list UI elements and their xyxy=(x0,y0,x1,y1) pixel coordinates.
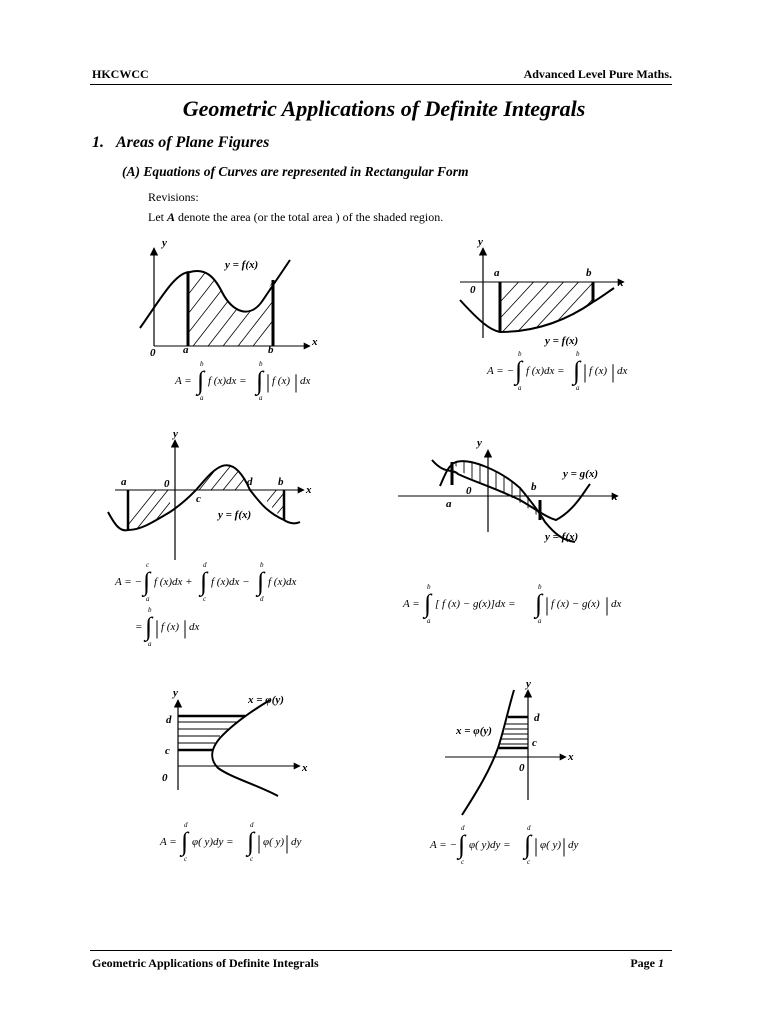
svg-text:f (x): f (x) xyxy=(589,365,608,377)
svg-text:|: | xyxy=(534,835,539,857)
fig5-c: c xyxy=(165,745,170,757)
svg-text:φ( y): φ( y) xyxy=(540,839,562,851)
svg-text:b: b xyxy=(427,583,431,591)
svg-text:A = −: A = − xyxy=(115,576,142,588)
fig4-curve-g: y = g(x) xyxy=(563,468,598,480)
svg-text:|: | xyxy=(583,361,588,383)
svg-text:∫: ∫ xyxy=(515,356,523,385)
svg-text:[ f (x) − g(x)]dx =: [ f (x) − g(x)]dx = xyxy=(435,598,516,610)
figure-5 xyxy=(159,687,308,863)
svg-text:d: d xyxy=(260,595,264,603)
fig1-curve-label: y = f(x) xyxy=(225,259,259,271)
svg-text:dx: dx xyxy=(617,365,628,377)
fig4-origin: 0 xyxy=(466,485,472,497)
svg-text:b: b xyxy=(260,561,264,569)
fig5-origin: 0 xyxy=(162,772,168,784)
fig2-x-label: x xyxy=(618,277,624,289)
fig3-curve-label: y = f(x) xyxy=(218,509,252,521)
fig5-d: d xyxy=(166,714,172,726)
svg-text:c: c xyxy=(527,858,531,866)
figure-4 xyxy=(398,437,622,625)
svg-text:φ( y)dy =: φ( y)dy = xyxy=(469,839,511,851)
svg-text:c: c xyxy=(461,858,465,866)
fig2-formula xyxy=(486,350,628,392)
svg-text:∫: ∫ xyxy=(535,589,543,618)
fig4-b: b xyxy=(531,481,537,493)
fig1-origin: 0 xyxy=(150,347,156,359)
svg-text:d: d xyxy=(250,821,254,829)
footer-rule xyxy=(90,950,672,951)
svg-text:∫: ∫ xyxy=(256,366,264,395)
svg-text:f (x)dx: f (x)dx xyxy=(268,576,297,588)
svg-text:b: b xyxy=(518,350,522,358)
figure-6 xyxy=(429,678,579,866)
svg-text:a: a xyxy=(148,640,152,648)
fig6-origin: 0 xyxy=(519,762,525,774)
svg-text:f (x)dx −: f (x)dx − xyxy=(211,576,250,588)
svg-text:A =: A = xyxy=(403,598,420,610)
fig2-a: a xyxy=(494,267,500,279)
fig3-b: b xyxy=(278,476,284,488)
svg-text:d: d xyxy=(203,561,207,569)
svg-text:∫: ∫ xyxy=(247,827,255,856)
svg-text:dx: dx xyxy=(189,621,200,633)
fig1-x-label: x xyxy=(312,336,318,348)
svg-text:d: d xyxy=(527,824,531,832)
svg-text:|: | xyxy=(611,361,616,383)
fig2-origin: 0 xyxy=(470,284,476,296)
fig3-a: a xyxy=(121,476,127,488)
subsection-title: Equations of Curves are represented in Rectangular Form xyxy=(143,164,469,179)
fig2-curve-label: y = f(x) xyxy=(545,335,579,347)
fig6-d: d xyxy=(534,712,540,724)
svg-text:|: | xyxy=(155,617,160,639)
section-title: Areas of Plane Figures xyxy=(116,134,270,151)
svg-text:b: b xyxy=(200,360,204,368)
svg-text:∫: ∫ xyxy=(424,589,432,618)
fig3-y-label: y xyxy=(173,428,178,440)
revisions-label: Revisions: xyxy=(148,190,199,204)
page-title: Geometric Applications of Definite Integrals xyxy=(182,96,586,121)
svg-text:|: | xyxy=(257,832,262,854)
svg-text:c: c xyxy=(184,855,188,863)
fig3-c: c xyxy=(196,493,201,505)
footer-page: Page 1 xyxy=(630,956,664,970)
svg-text:f (x): f (x) xyxy=(161,621,180,633)
svg-text:|: | xyxy=(285,832,290,854)
fig4-x-label: x xyxy=(612,491,618,503)
svg-text:=: = xyxy=(135,621,143,633)
fig3-d: d xyxy=(247,476,253,488)
svg-text:∫: ∫ xyxy=(257,567,265,596)
fig6-x-label: x xyxy=(568,751,574,763)
svg-text:a: a xyxy=(427,617,431,625)
fig3-formula xyxy=(114,561,297,648)
svg-text:c: c xyxy=(203,595,207,603)
fig6-y-label: y xyxy=(526,678,531,690)
svg-text:f (x)dx =: f (x)dx = xyxy=(208,375,247,387)
svg-text:∫: ∫ xyxy=(573,356,581,385)
svg-text:∫: ∫ xyxy=(200,567,208,596)
svg-text:∫: ∫ xyxy=(145,612,153,641)
page-number: 1 xyxy=(658,956,664,970)
svg-text:∫: ∫ xyxy=(143,567,151,596)
svg-text:A = −: A = − xyxy=(430,839,457,851)
svg-text:|: | xyxy=(266,371,271,393)
figure-3 xyxy=(108,428,312,648)
svg-text:b: b xyxy=(259,360,263,368)
header-right: Advanced Level Pure Maths. xyxy=(523,67,672,81)
svg-text:∫: ∫ xyxy=(181,827,189,856)
svg-text:|: | xyxy=(545,594,550,616)
fig6-c: c xyxy=(532,737,537,749)
fig4-curve-f: y = f(x) xyxy=(545,531,579,543)
svg-text:A = −: A = − xyxy=(487,365,514,377)
svg-text:f (x) − g(x): f (x) − g(x) xyxy=(551,598,600,610)
svg-text:∫: ∫ xyxy=(524,830,532,859)
svg-text:a: a xyxy=(538,617,542,625)
svg-text:f (x)dx =: f (x)dx = xyxy=(526,365,565,377)
svg-text:f (x)dx +: f (x)dx + xyxy=(154,576,193,588)
svg-text:a: a xyxy=(259,394,263,402)
footer-left: Geometric Applications of Definite Integrals xyxy=(92,956,319,970)
svg-text:A =: A = xyxy=(175,375,192,387)
fig2-b: b xyxy=(586,267,592,279)
section-number: 1. xyxy=(92,134,104,151)
svg-text:b: b xyxy=(576,350,580,358)
svg-text:c: c xyxy=(250,855,254,863)
fig1-a: a xyxy=(183,344,189,356)
fig3-x-label: x xyxy=(306,484,312,496)
fig3-origin: 0 xyxy=(164,478,170,490)
svg-text:a: a xyxy=(576,384,580,392)
subsection-label: (A) xyxy=(122,164,140,179)
fig5-curve-label: x = φ(y) xyxy=(248,694,284,706)
svg-text:|: | xyxy=(294,371,299,393)
fig5-x-label: x xyxy=(302,762,308,774)
svg-text:d: d xyxy=(184,821,188,829)
fig6-curve-label: x = φ(y) xyxy=(456,725,492,737)
svg-text:|: | xyxy=(183,617,188,639)
figure-2 xyxy=(460,236,630,392)
svg-text:a: a xyxy=(518,384,522,392)
svg-text:|: | xyxy=(605,594,610,616)
svg-text:d: d xyxy=(461,824,465,832)
fig2-y-label: y xyxy=(478,236,483,248)
svg-text:b: b xyxy=(148,606,152,614)
svg-text:∫: ∫ xyxy=(197,366,205,395)
header-left: HKCWCC xyxy=(92,67,149,81)
svg-text:φ( y)dy =: φ( y)dy = xyxy=(192,836,234,848)
fig4-a: a xyxy=(446,498,452,510)
svg-text:A =: A = xyxy=(160,836,177,848)
svg-text:dx: dx xyxy=(300,375,311,387)
fig1-b: b xyxy=(268,344,274,356)
figure-1 xyxy=(140,237,320,402)
svg-text:dy: dy xyxy=(568,839,579,851)
svg-text:dx: dx xyxy=(611,598,622,610)
fig6-formula xyxy=(429,824,579,866)
fig4-y-label: y xyxy=(477,437,482,449)
svg-text:a: a xyxy=(146,595,150,603)
svg-text:dy: dy xyxy=(291,836,302,848)
fig1-formula xyxy=(174,360,311,402)
svg-text:c: c xyxy=(146,561,150,569)
svg-text:b: b xyxy=(538,583,542,591)
svg-text:|: | xyxy=(562,835,567,857)
svg-text:a: a xyxy=(200,394,204,402)
fig4-formula xyxy=(402,583,622,625)
svg-text:∫: ∫ xyxy=(458,830,466,859)
intro-text: Let A denote the area (or the total area ) of the shaded region. xyxy=(148,210,444,224)
svg-text:φ( y): φ( y) xyxy=(263,836,285,848)
svg-text:f (x): f (x) xyxy=(272,375,291,387)
fig1-y-label: y xyxy=(162,237,167,249)
fig5-formula xyxy=(159,821,302,863)
fig5-y-label: y xyxy=(173,687,178,699)
